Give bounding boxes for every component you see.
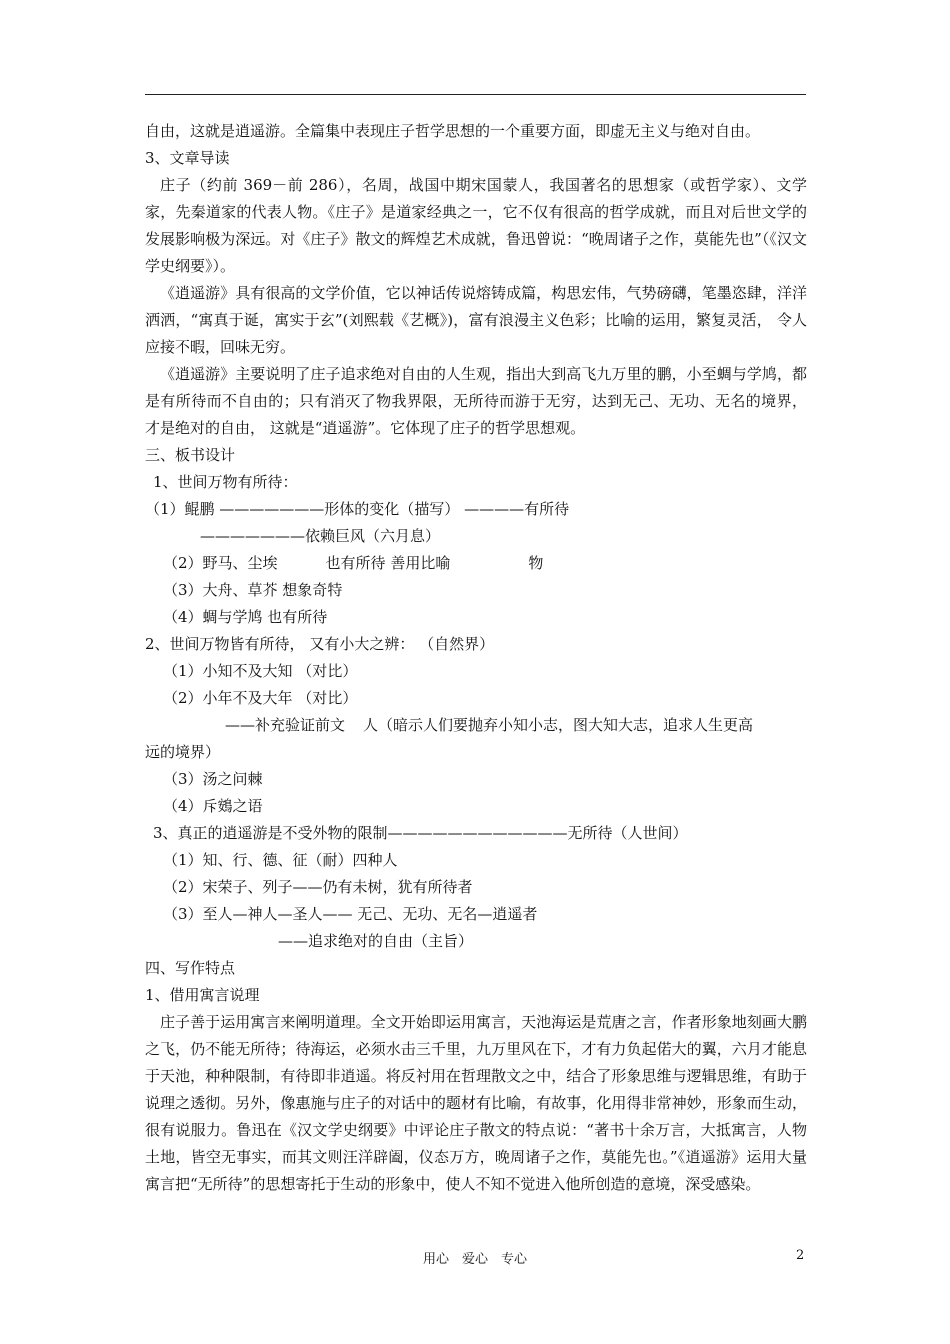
outline-item: （4）蜩与学鸠 也有所待	[163, 608, 328, 626]
document-body	[145, 118, 807, 1198]
section-heading: 四、写作特点	[145, 959, 236, 977]
outline-item: ———————依赖巨风（六月息）	[200, 527, 441, 545]
outline-item: （2）宋荣子、列子——仍有未树，犹有所待者	[163, 878, 473, 896]
header-rule	[145, 94, 806, 95]
page-number: 2	[796, 1248, 805, 1263]
outline-item	[145, 550, 807, 577]
outline-text: （2）野马、尘埃	[163, 554, 278, 572]
outline-text: ——补充验证前文	[225, 716, 346, 734]
outline-item: （1）鲲鹏 ———————形体的变化（描写） ————有所待	[145, 500, 570, 518]
text-line: 自由，这就是逍遥游。全篇集中表现庄子哲学思想的一个重要方面，即虚无主义与绝对自由。	[145, 122, 761, 140]
outline-item: （1）知、行、德、征（耐）四种人	[163, 851, 398, 869]
outline-item: （3）至人—神人—圣人—— 无己、无功、无名—逍遥者	[163, 905, 538, 923]
outline-text: 也有所待 善用比喻	[325, 554, 451, 572]
outline-item: 2、世间万物皆有所待， 又有小大之辨： （自然界）	[145, 635, 495, 653]
outline-item: 3、真正的逍遥游是不受外物的限制————————————无所待（人世间）	[153, 824, 688, 842]
footer-slogan: 用心 爱心 专心	[422, 1252, 527, 1267]
outline-text: 物	[528, 554, 544, 572]
outline-item: （4）斥鴳之语	[163, 797, 263, 815]
outline-note	[145, 712, 807, 739]
outline-note: ——追求绝对的自由（主旨）	[278, 932, 474, 950]
section-heading: 3、文章导读	[145, 149, 230, 167]
subsection-heading: 1、借用寓言说理	[145, 986, 260, 1004]
paragraph: 庄子善于运用寓言来阐明道理。全文开始即运用寓言，天池海运是荒唐之言，作者形象地刻画大鹏之飞，仍不能无所待；待海运，必须水击三千里，九万里风在下，才有力负起偌大的翼，六月才能息于天池，种种限制，有待即非逍遥。将反衬用在哲理散文之中，结合了形象思维与逻辑思维，有助于说理之透彻。另外，像惠施与庄子的对话中的题材有比喻，有故事，化用得非常神妙，形象而生动，很有说服力。鲁迅在《汉文学史纲要》中评论庄子散文的特点说：“著书十余万言，大抵寓言，人物土地，皆空无事实，而其文则汪洋辟阖，仪态万方，晚周诸子之作，莫能先也。”《逍遥游》运用大量寓言把“无所待”的思想寄托于生动的形象中，使人不知不觉进入他所创造的意境，深受感染。	[145, 1013, 807, 1193]
paragraph: 庄子（约前 369－前 286），名周，战国中期宋国蒙人，我国著名的思想家（或哲学家）、文学家，先秦道家的代表人物。《庄子》是道家经典之一，它不仅有很高的哲学成就，而且对后世文学的发展影响极为深远。对《庄子》散文的辉煌艺术成就，鲁迅曾说：“晚周诸子之作，莫能先也”（《汉文学史纲要》）。	[145, 176, 807, 275]
outline-item: （1）小知不及大知 （对比）	[163, 662, 358, 680]
outline-item: （2）小年不及大年 （对比）	[163, 689, 358, 707]
outline-text: 人（暗示人们要抛弃小知小志，图大知大志，追求人生更高	[363, 716, 754, 734]
outline-item: （3）大舟、草芥 想象奇特	[163, 581, 343, 599]
paragraph: 《逍遥游》具有很高的文学价值，它以神话传说熔铸成篇，构思宏伟，气势磅礴，笔墨恣肆，洋洋洒洒，“寓真于诞，寓实于玄”(刘熙载《艺概》)，富有浪漫主义色彩；比喻的运用，繁复灵活， 令人应接不暇，回味无穷。	[145, 284, 807, 356]
outline-note: 远的境界）	[145, 743, 221, 761]
section-heading: 三、板书设计	[145, 446, 236, 464]
outline-item: 1、世间万物有所待：	[153, 473, 298, 491]
paragraph: 《逍遥游》主要说明了庄子追求绝对自由的人生观，指出大到高飞九万里的鹏，小至蜩与学鸠，都是有所待而不自由的；只有消灭了物我界限，无所待而游于无穷，达到无己、无功、无名的境界， 才是绝对的自由， 这就是“逍遥游”。它体现了庄子的哲学思想观。	[145, 365, 807, 437]
outline-item: （3）汤之问棘	[163, 770, 263, 788]
